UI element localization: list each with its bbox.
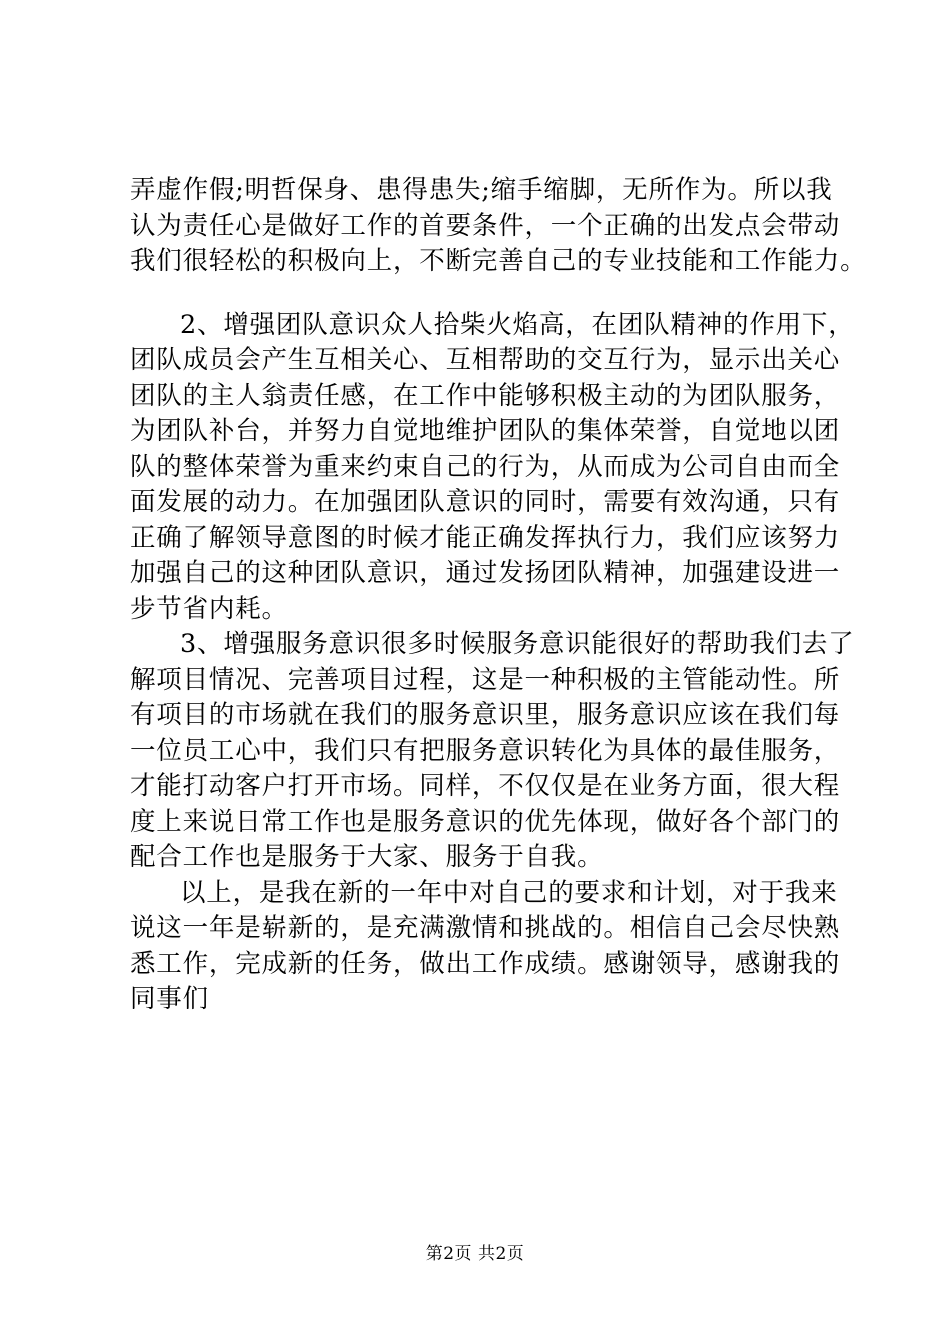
paragraph-line: 队的整体荣誉为重来约束自己的行为，从而成为公司自由而全: [130, 451, 841, 482]
paragraph-line: 同事们: [130, 984, 209, 1014]
paragraph-line: 说这一年是崭新的，是充满激情和挑战的。相信自己会尽快熟: [130, 913, 841, 943]
paragraph-line: 弄虚作假;明哲保身、患得患失;缩手缩脚，无所作为。所以我: [130, 175, 833, 205]
paragraph-line: 悉工作，完成新的任务，做出工作成绩。感谢领导，感谢我的: [130, 948, 841, 979]
paragraph-line: 认为责任心是做好工作的首要条件，一个正确的出发点会带动: [130, 210, 841, 241]
paragraph-line: 2、增强团队意识众人拾柴火焰高，在团队精神的作用下，: [180, 309, 855, 340]
paragraph-line: 一位员工心中，我们只有把服务意识转化为具体的最佳服务，: [130, 735, 841, 766]
paragraph-line: 有项目的市场就在我们的服务意识里，服务意识应该在我们每: [130, 700, 841, 730]
paragraph-3: [130, 627, 855, 876]
paragraph-line: 加强自己的这种团队意识，通过发扬团队精神，加强建设进一: [130, 558, 841, 588]
paragraph-line: 步节省内耗。: [130, 593, 288, 624]
paragraph-line: 度上来说日常工作也是服务意识的优先体现，做好各个部门的: [130, 806, 841, 837]
page-number-footer: 第2页 共2页: [425, 1244, 525, 1264]
paragraph-line: 我们很轻松的积极向上，不断完善自己的专业技能和工作能力。: [130, 246, 867, 276]
paragraph-line: 解项目情况、完善项目过程，这是一种积极的主管能动性。所: [130, 664, 841, 695]
paragraph-line: 配合工作也是服务于大家、服务于自我。: [130, 842, 604, 872]
paragraph-line: 以上，是我在新的一年中对自己的要求和计划，对于我来: [180, 877, 838, 908]
paragraph-line: 正确了解领导意图的时候才能正确发挥执行力，我们应该努力: [130, 522, 841, 553]
paragraph-line: 团队的主人翁责任感，在工作中能够积极主动的为团队服务，: [130, 380, 841, 411]
paragraph-1: [130, 173, 867, 280]
paragraph-gap: [130, 280, 850, 308]
document-body: [130, 173, 867, 1018]
paragraph-line: 为团队补台，并努力自觉地维护团队的集体荣誉，自觉地以团: [130, 416, 841, 446]
paragraph-line: 才能打动客户打开市场。同样，不仅仅是在业务方面，很大程: [130, 771, 841, 801]
paragraph-4: [130, 876, 850, 1018]
paragraph-2: [130, 308, 855, 628]
paragraph-line: 3、增强服务意识很多时候服务意识能很好的帮助我们去了: [180, 629, 855, 659]
paragraph-line: 面发展的动力。在加强团队意识的同时，需要有效沟通，只有: [130, 487, 841, 517]
paragraph-line: 团队成员会产生互相关心、互相帮助的交互行为，显示出关心: [130, 345, 841, 375]
